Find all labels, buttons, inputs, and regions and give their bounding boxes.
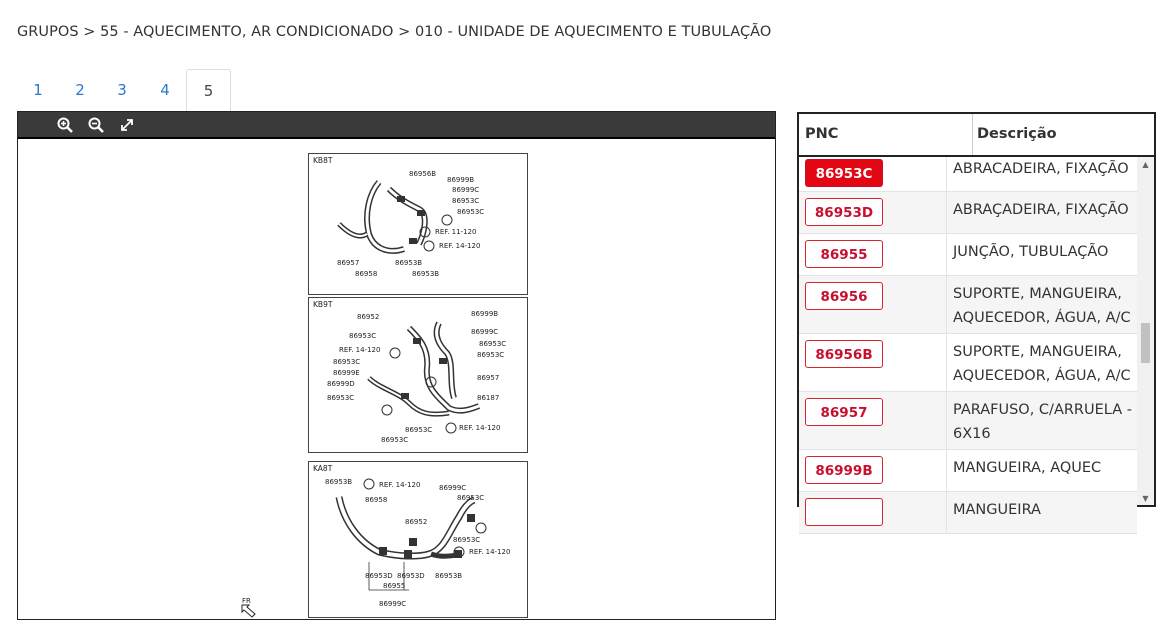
- part-label: 86953B: [412, 270, 440, 278]
- part-label: 86953C: [405, 426, 433, 434]
- parts-table: [797, 112, 1156, 518]
- diagram-panel-ka8t: [308, 461, 528, 618]
- pnc-button[interactable]: 86956B: [805, 340, 883, 368]
- table-scrollbar[interactable]: [1137, 157, 1154, 505]
- table-row[interactable]: [799, 334, 1137, 392]
- viewer-toolbar: [18, 112, 775, 137]
- part-label: 86953D: [397, 572, 425, 580]
- part-label: 86999C: [452, 186, 480, 194]
- part-label: 86999C: [471, 328, 499, 336]
- part-label: 86999C: [379, 600, 407, 608]
- panel-label: KB8T: [313, 156, 333, 165]
- pnc-cell: [799, 492, 947, 533]
- zoom-out-icon[interactable]: [85, 114, 107, 135]
- column-header-pnc[interactable]: PNC: [799, 114, 973, 155]
- part-label: 86953C: [327, 394, 355, 402]
- part-label: 86953B: [325, 478, 353, 486]
- table-row[interactable]: [799, 392, 1137, 450]
- part-label: 86952: [357, 313, 380, 321]
- panel-label: KA8T: [313, 464, 333, 473]
- description-cell: MANGUEIRA, AQUEC: [953, 460, 1102, 476]
- column-header-description[interactable]: Descrição: [977, 126, 1057, 142]
- part-label: 86953C: [381, 436, 409, 444]
- part-label: 86953C: [333, 358, 361, 366]
- part-label: REF. 14-120: [469, 548, 511, 556]
- part-label: 86957: [477, 374, 500, 382]
- table-row[interactable]: [799, 157, 1137, 192]
- part-label: 86953D: [365, 572, 393, 580]
- breadcrumb: GRUPOS > 55 - AQUECIMENTO, AR CONDICIONADO > 010 - UNIDADE DE AQUECIMENTO E TUBULAÇÃO: [17, 24, 772, 40]
- part-label: 86955: [383, 582, 406, 590]
- orientation-label: FR: [242, 597, 251, 605]
- pnc-button[interactable]: 86956: [805, 282, 883, 310]
- part-label: 86958: [365, 496, 388, 504]
- tab-1[interactable]: 1: [33, 81, 43, 99]
- diagram-panel-kb9t: [308, 297, 528, 453]
- part-label: REF. 14-120: [339, 346, 381, 354]
- panel-label: KB9T: [313, 300, 333, 309]
- part-label: 86953B: [395, 259, 423, 267]
- description-cell: MANGUEIRA: [953, 502, 1041, 518]
- description-cell: ABRACADEIRA, FIXAÇÃO: [953, 161, 1129, 177]
- part-label: 86953C: [479, 340, 507, 348]
- table-row[interactable]: [799, 192, 1137, 234]
- table-row[interactable]: [799, 450, 1137, 492]
- pnc-cell: [799, 276, 947, 333]
- part-label: 86953C: [452, 197, 480, 205]
- description-cell: PARAFUSO, C/ARRUELA - 6X16: [953, 402, 1132, 442]
- scroll-up-icon[interactable]: ▲: [1142, 159, 1149, 169]
- diagram-panel-kb8t: [308, 153, 528, 295]
- description-cell: JUNÇÃO, TUBULAÇÃO: [953, 244, 1109, 260]
- tab-2[interactable]: 2: [75, 81, 85, 99]
- tab-5[interactable]: 5: [186, 69, 231, 112]
- pnc-cell: [799, 234, 947, 275]
- pnc-cell: [799, 192, 947, 233]
- table-row[interactable]: [799, 492, 1137, 534]
- part-label: 86953C: [457, 208, 485, 216]
- table-row[interactable]: [799, 234, 1137, 276]
- part-label: REF. 14-120: [379, 481, 421, 489]
- pnc-cell: [799, 157, 947, 191]
- part-label: 86999C: [439, 484, 467, 492]
- part-label: 86999B: [447, 176, 475, 184]
- pnc-cell: [799, 450, 947, 491]
- description-cell: SUPORTE, MANGUEIRA, AQUECEDOR, ÁGUA, A/C: [953, 344, 1131, 384]
- diagram-canvas[interactable]: [18, 137, 775, 619]
- page-tabs: [17, 69, 776, 111]
- tab-4[interactable]: 4: [160, 81, 170, 99]
- pnc-cell: [799, 334, 947, 391]
- part-label: 86953B: [435, 572, 463, 580]
- part-label: 86953C: [477, 351, 505, 359]
- part-label: 86187: [477, 394, 500, 402]
- part-label: 86953C: [349, 332, 377, 340]
- part-label: 86956B: [409, 170, 437, 178]
- pnc-button[interactable]: 86999B: [805, 456, 883, 484]
- part-label: 86957: [337, 259, 360, 267]
- pnc-button[interactable]: [805, 498, 883, 526]
- pnc-button[interactable]: 86953C: [805, 159, 883, 187]
- pnc-button[interactable]: 86955: [805, 240, 883, 268]
- pnc-cell: [799, 392, 947, 449]
- part-label: REF. 11-120: [435, 228, 477, 236]
- part-label: 86999D: [327, 380, 355, 388]
- table-header: [799, 114, 1154, 157]
- front-arrow-icon: [240, 603, 258, 619]
- description-cell: SUPORTE, MANGUEIRA, AQUECEDOR, ÁGUA, A/C: [953, 286, 1131, 326]
- part-label: 86999E: [333, 369, 360, 377]
- part-label: 86953C: [453, 536, 481, 544]
- part-label: 86953C: [457, 494, 485, 502]
- part-label: 86952: [405, 518, 428, 526]
- part-label: 86999B: [471, 310, 499, 318]
- scrollbar-thumb[interactable]: [1141, 323, 1150, 363]
- expand-icon[interactable]: [116, 114, 138, 135]
- zoom-in-icon[interactable]: [54, 114, 76, 135]
- part-label: REF. 14-120: [459, 424, 501, 432]
- pnc-button[interactable]: 86957: [805, 398, 883, 426]
- diagram-viewer: [17, 111, 776, 620]
- table-row[interactable]: [799, 276, 1137, 334]
- scroll-down-icon[interactable]: ▼: [1142, 493, 1149, 503]
- description-cell: ABRAÇADEIRA, FIXAÇÃO: [953, 202, 1129, 218]
- part-label: REF. 14-120: [439, 242, 481, 250]
- pnc-button[interactable]: 86953D: [805, 198, 883, 226]
- part-label: 86958: [355, 270, 378, 278]
- tab-3[interactable]: 3: [117, 81, 127, 99]
